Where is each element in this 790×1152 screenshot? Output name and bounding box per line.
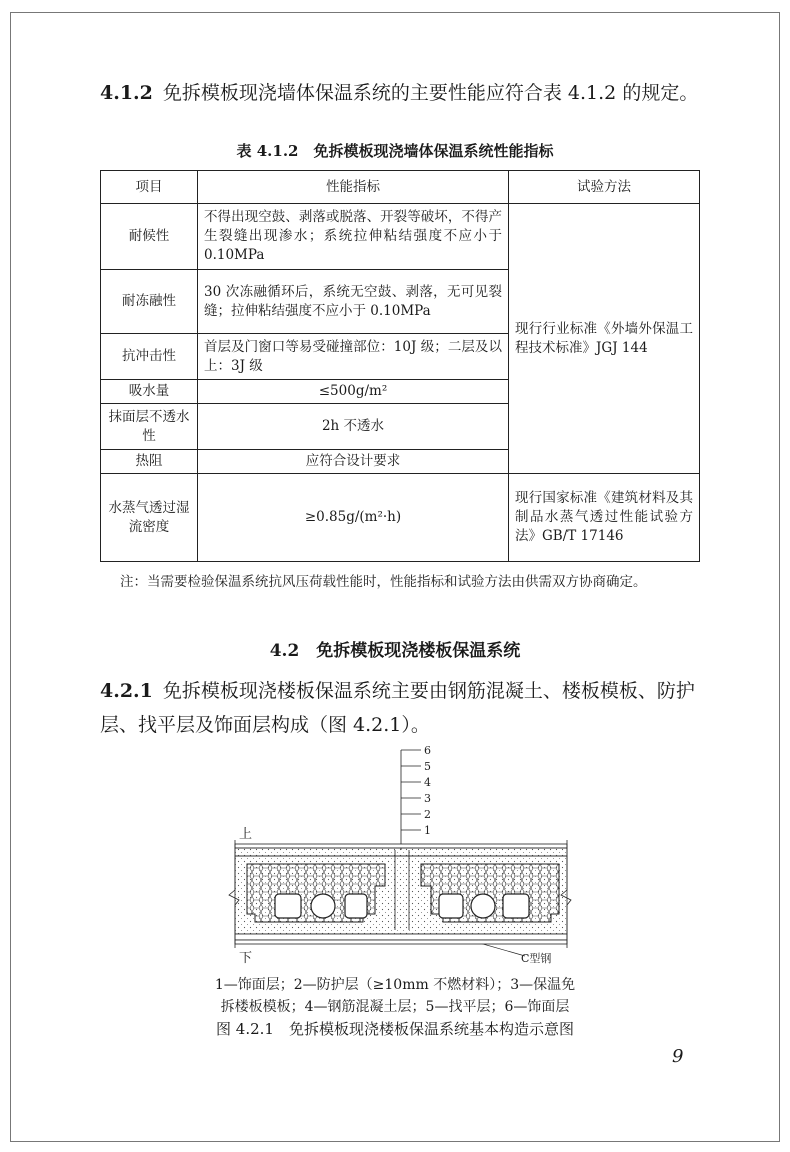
figure-legend-line-2: 拆楼板模板；4—钢筋混凝土层；5—找平层；6—饰面层 xyxy=(220,999,570,1015)
label-top: 上 xyxy=(239,827,253,842)
figure-caption: 图 4.2.1 免拆模板现浇楼板保温系统基本构造示意图 xyxy=(216,1020,574,1038)
header-item: 项目 xyxy=(101,171,198,204)
header-indicator: 性能指标 xyxy=(198,171,509,204)
layer-number: 3 xyxy=(424,792,431,805)
item-cell: 抹面层不透水性 xyxy=(101,404,198,450)
section-heading: 4.2 免拆模板现浇楼板保温系统 xyxy=(269,641,521,661)
label-steel: C型钢 xyxy=(521,952,552,965)
method-cell-gbt17146: 现行国家标准《建筑材料及其制品水蒸气透过性能试验方法》GB/T 17146 xyxy=(509,474,700,562)
table-row xyxy=(101,204,700,270)
clause-4-2-1 xyxy=(100,674,700,742)
method-cell-jgj144: 现行行业标准《外墙外保温工程技术标准》JGJ 144 xyxy=(509,204,700,474)
item-cell: 吸水量 xyxy=(101,380,198,404)
layer-number: 1 xyxy=(424,824,431,837)
clause-4-1-2 xyxy=(100,76,700,110)
clause-number: 4.1.2 xyxy=(100,82,153,104)
table-note: 注：当需要检验保温系统抗风压荷载性能时，性能指标和试验方法由供需双方协商确定。 xyxy=(120,574,647,590)
finish-layer-top xyxy=(235,844,567,848)
clause-number: 4.2.1 xyxy=(100,680,153,702)
table-caption: 表 4.1.2 免拆模板现浇墙体保温系统性能指标 xyxy=(236,142,554,160)
leveling-layer xyxy=(235,848,567,856)
indicator-cell: 应符合设计要求 xyxy=(198,450,509,474)
layer-number: 5 xyxy=(424,760,431,773)
indicator-cell: 不得出现空鼓、剥落或脱落、开裂等破坏，不得产生裂缝出现渗水；系统拉伸粘结强度不应小于 0.10MPa xyxy=(198,204,509,270)
protective-layer xyxy=(235,934,567,940)
item-cell: 耐候性 xyxy=(101,204,198,270)
indicator-cell: 2h 不透水 xyxy=(198,404,509,450)
clause-text: 免拆模板现浇墙体保温系统的主要性能应符合表 4.1.2 的规定。 xyxy=(162,82,699,104)
table-header-row xyxy=(101,171,700,204)
item-cell: 水蒸气透过湿流密度 xyxy=(101,474,198,562)
page-number: 9 xyxy=(672,1046,684,1067)
performance-table xyxy=(100,170,700,562)
layer-number: 2 xyxy=(424,808,431,821)
item-cell: 热阻 xyxy=(101,450,198,474)
indicator-cell: 首层及门窗口等易受碰撞部位：10J 级；二层及以上：3J 级 xyxy=(198,334,509,380)
label-bottom: 下 xyxy=(239,951,253,966)
figure-legend-line-1: 1—饰面层；2—防护层（≥10mm 不燃材料）；3—保温免 xyxy=(214,977,576,993)
finish-layer-bottom xyxy=(235,940,567,944)
table-row xyxy=(101,474,700,562)
layer-number: 4 xyxy=(424,776,431,789)
clause-text: 免拆模板现浇楼板保温系统主要由钢筋混凝土、楼板模板、防护层、找平层及饰面层构成（图 4.2.1）。 xyxy=(100,680,695,736)
layer-leaders xyxy=(401,750,421,850)
indicator-cell: 30 次冻融循环后，系统无空鼓、剥落，无可见裂缝；拉伸粘结强度不应小于 0.10MPa xyxy=(198,270,509,334)
indicator-cell: ≥0.85g/(m²·h) xyxy=(198,474,509,562)
indicator-cell: ≤500g/m² xyxy=(198,380,509,404)
header-method: 试验方法 xyxy=(509,171,700,204)
item-cell: 耐冻融性 xyxy=(101,270,198,334)
layer-number: 6 xyxy=(424,744,431,757)
item-cell: 抗冲击性 xyxy=(101,334,198,380)
floor-section-diagram xyxy=(225,740,575,970)
